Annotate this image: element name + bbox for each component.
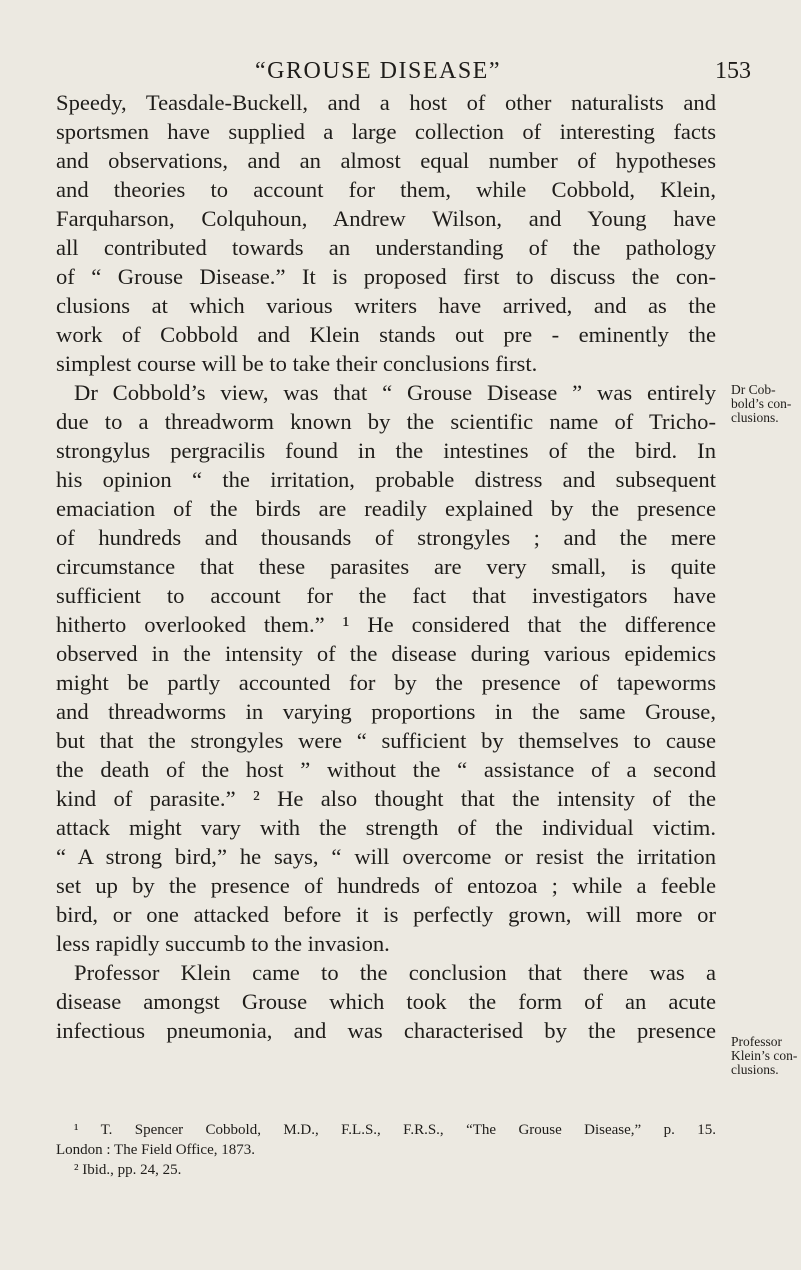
text-line: kind of parasite.” ² He also thought that the intensity of the bbox=[56, 786, 716, 811]
text-line: set up by the presence of hundreds of entozoa ; while a feeble bbox=[56, 873, 716, 898]
text-line: Dr Cobbold’s view, was that “ Grouse Disease ” was entirely bbox=[74, 380, 716, 405]
page-number: 153 bbox=[715, 58, 751, 84]
text-line: infectious pneumonia, and was characterised by the presence bbox=[56, 1018, 716, 1043]
margin-note-line: bold’s con- bbox=[731, 396, 792, 411]
body-text bbox=[56, 88, 716, 1045]
text-line: work of Cobbold and Klein stands out pre - eminently the bbox=[56, 322, 716, 347]
margin-note-cobbold bbox=[731, 383, 791, 425]
text-line: and theories to account for them, while Cobbold, Klein, bbox=[56, 177, 716, 202]
text-line: of “ Grouse Disease.” It is proposed first to discuss the con- bbox=[56, 264, 716, 289]
text-line: “ A strong bird,” he says, “ will overcome or resist the irritation bbox=[56, 844, 716, 869]
text-line: Professor Klein came to the conclusion that there was a bbox=[74, 960, 716, 985]
footnote-1-continued: London : The Field Office, 1873. bbox=[56, 1142, 255, 1158]
text-line: circumstance that these parasites are very small, is quite bbox=[56, 554, 716, 579]
margin-note-klein bbox=[731, 1035, 797, 1077]
margin-note-line: Dr Cob- bbox=[731, 382, 776, 397]
text-line: hitherto overlooked them.” ¹ He considered that the difference bbox=[56, 612, 716, 637]
text-line: simplest course will be to take their conclusions first. bbox=[56, 351, 538, 376]
margin-note-line: clusions. bbox=[731, 410, 779, 425]
text-line: strongylus pergracilis found in the intestines of the bird. In bbox=[56, 438, 716, 463]
text-line: attack might vary with the strength of the individual victim. bbox=[56, 815, 716, 840]
text-line: all contributed towards an understanding of the pathology bbox=[56, 235, 716, 260]
footnote-2: ² Ibid., pp. 24, 25. bbox=[74, 1162, 182, 1178]
footnote-1: ¹ T. Spencer Cobbold, M.D., F.L.S., F.R.S., “The Grouse Disease,” p. 15. bbox=[74, 1122, 716, 1138]
text-line: the death of the host ” without the “ assistance of a second bbox=[56, 757, 716, 782]
text-line: bird, or one attacked before it is perfectly grown, will more or bbox=[56, 902, 716, 927]
text-line: of hundreds and thousands of strongyles ; and the mere bbox=[56, 525, 716, 550]
text-line: and observations, and an almost equal number of hypotheses bbox=[56, 148, 716, 173]
footnotes bbox=[56, 1120, 716, 1180]
running-head: “GROUSE DISEASE” bbox=[255, 58, 501, 84]
text-line: his opinion “ the irritation, probable distress and subsequent bbox=[56, 467, 716, 492]
margin-note-line: Professor bbox=[731, 1034, 782, 1049]
text-line: disease amongst Grouse which took the form of an acute bbox=[56, 989, 716, 1014]
text-line: due to a threadworm known by the scientific name of Tricho- bbox=[56, 409, 716, 434]
text-line: but that the strongyles were “ sufficient by themselves to cause bbox=[56, 728, 716, 753]
text-line: sufficient to account for the fact that investigators have bbox=[56, 583, 716, 608]
text-line: Speedy, Teasdale-Buckell, and a host of other naturalists and bbox=[56, 90, 716, 115]
text-line: Farquharson, Colquhoun, Andrew Wilson, and Young have bbox=[56, 206, 716, 231]
text-line: emaciation of the birds are readily explained by the presence bbox=[56, 496, 716, 521]
margin-note-line: clusions. bbox=[731, 1062, 779, 1077]
text-line: clusions at which various writers have arrived, and as the bbox=[56, 293, 716, 318]
text-line: might be partly accounted for by the presence of tapeworms bbox=[56, 670, 716, 695]
margin-note-line: Klein’s con- bbox=[731, 1048, 798, 1063]
text-line: less rapidly succumb to the invasion. bbox=[56, 931, 390, 956]
text-line: and threadworms in varying proportions in the same Grouse, bbox=[56, 699, 716, 724]
text-line: sportsmen have supplied a large collection of interesting facts bbox=[56, 119, 716, 144]
text-line: observed in the intensity of the disease during various epidemics bbox=[56, 641, 716, 666]
